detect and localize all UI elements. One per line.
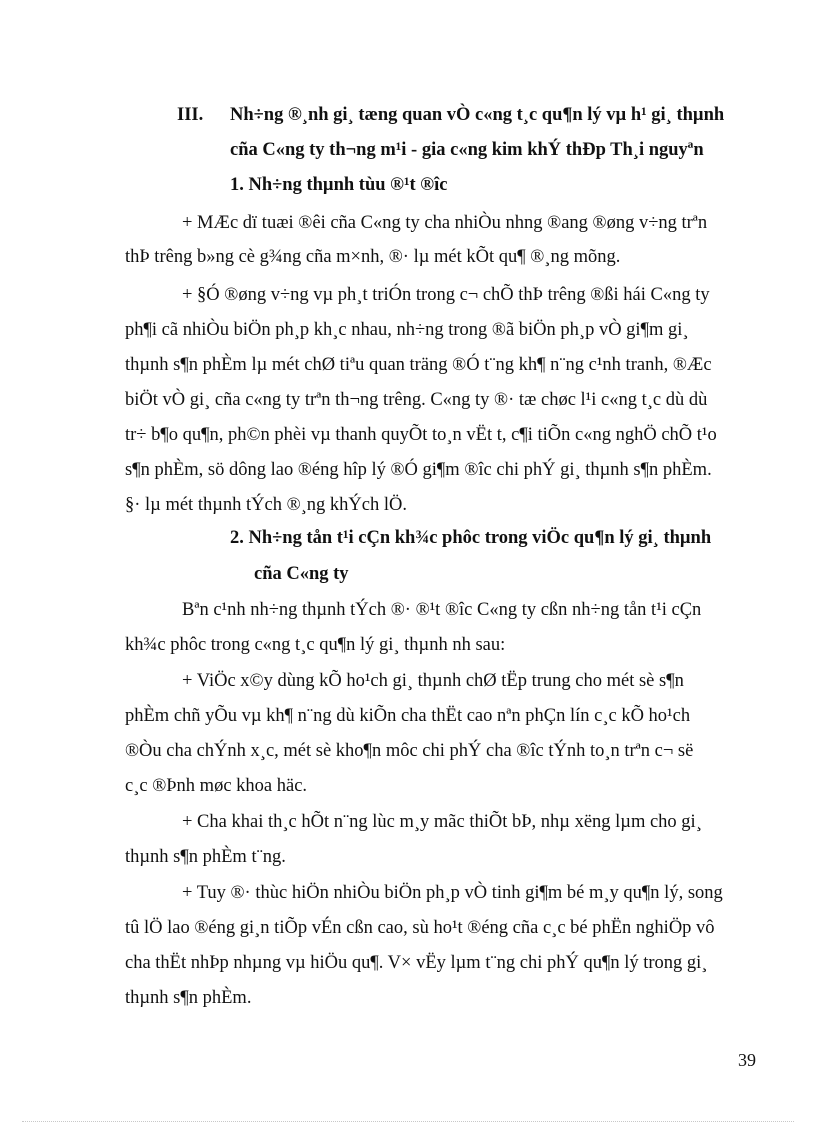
paragraph-line: + Tuy ®· thùc hiÖn nhiÒu biÖn ph¸p vÒ tinh gi¶m bé m¸y qu¶n lý, song <box>182 883 723 903</box>
subsection-2-heading-line-1: 2. Nh÷ng tån t¹i cÇn kh¾c phôc trong viÖc qu¶n lý gi¸ thµnh <box>230 528 712 548</box>
paragraph-line: Bªn c¹nh nh÷ng thµnh tÝch ®· ®¹t ®îc C«ng ty cßn nh÷ng tån t¹i cÇn <box>182 600 702 620</box>
paragraph-line: ph¶i cã nhiÒu biÖn ph¸p kh¸c nhau, nh÷ng trong ®ã biÖn ph¸p vÒ gi¶m gi¸ <box>125 320 689 340</box>
section-title-line-2: cña C«ng ty th¬ng m¹i - gia c«ng kim khÝ thÐp Th¸i nguyªn <box>230 140 704 160</box>
page-number: 39 <box>738 1050 756 1070</box>
paragraph-line: tû lÖ lao ®éng gi¸n tiÕp vÉn cßn cao, sù ho¹t ®éng cña c¸c bé phËn nghiÖp vô <box>125 918 715 938</box>
paragraph-line: thµnh s¶n phÈm t¨ng. <box>125 847 286 867</box>
page-bottom-border <box>22 1121 794 1122</box>
section-number: III. <box>177 105 204 125</box>
paragraph-line: §· lµ mét thµnh tÝch ®¸ng khÝch lÖ. <box>125 495 407 515</box>
paragraph-line: thµnh s¶n phÈm lµ mét chØ tiªu quan träng ®Ó t¨ng kh¶ n¨ng c¹nh tranh, ®Æc <box>125 355 712 375</box>
section-title-line-1: Nh÷ng ®¸nh gi¸ tæng quan vÒ c«ng t¸c qu¶n lý vµ h¹ gi¸ thµnh <box>230 105 725 125</box>
paragraph-line: c¸c ®Þnh møc khoa häc. <box>125 776 308 796</box>
paragraph-line: biÖt vÒ gi¸ cña c«ng ty trªn th¬ng trêng. C«ng ty ®· tæ chøc l¹i c«ng t¸c dù dù <box>125 390 708 410</box>
paragraph-line: + ViÖc x©y dùng kÕ ho¹ch gi¸ thµnh chØ tËp trung cho mét sè s¶n <box>182 671 684 691</box>
paragraph-line: thµnh s¶n phÈm. <box>125 988 252 1008</box>
subsection-1-heading: 1. Nh÷ng thµnh tùu ®¹t ®îc <box>230 175 448 195</box>
paragraph-line: thÞ trêng b»ng cè g¾ng cña m×nh, ®· lµ mét kÕt qu¶ ®¸ng mõng. <box>125 247 621 267</box>
paragraph-line: + MÆc dï tuæi ®êi cña C«ng ty cha nhiÒu nhng ®ang ®øng v÷ng trªn <box>182 213 708 233</box>
subsection-2-heading-line-2: cña C«ng ty <box>254 564 349 584</box>
paragraph-line: cha thËt nhÞp nhµng vµ hiÖu qu¶. V× vËy lµm t¨ng chi phÝ qu¶n lý trong gi¸ <box>125 953 708 973</box>
paragraph-line: + §Ó ®øng v÷ng vµ ph¸t triÓn trong c¬ chÕ thÞ trêng ®ßi hái C«ng ty <box>182 285 710 305</box>
paragraph-line: tr÷ b¶o qu¶n, ph©n phèi vµ thanh quyÕt to¸n vËt t, c¶i tiÕn c«ng nghÖ chÕ t¹o <box>125 425 717 445</box>
paragraph-line: + Cha khai th¸c hÕt n¨ng lùc m¸y mãc thiÕt bÞ, nhµ xëng lµm cho gi¸ <box>182 812 702 832</box>
paragraph-line: ®Òu cha chÝnh x¸c, mét sè kho¶n môc chi phÝ cha ®îc tÝnh to¸n trªn c¬ së <box>125 741 694 761</box>
paragraph-line: kh¾c phôc trong c«ng t¸c qu¶n lý gi¸ thµnh nh sau: <box>125 635 506 655</box>
paragraph-line: s¶n phÈm, sö dông lao ®éng hîp lý ®Ó gi¶m ®îc chi phÝ gi¸ thµnh s¶n phÈm. <box>125 460 712 480</box>
paragraph-line: phÈm chñ yÕu vµ kh¶ n¨ng dù kiÕn cha thËt cao nªn phÇn lín c¸c kÕ ho¹ch <box>125 706 691 726</box>
